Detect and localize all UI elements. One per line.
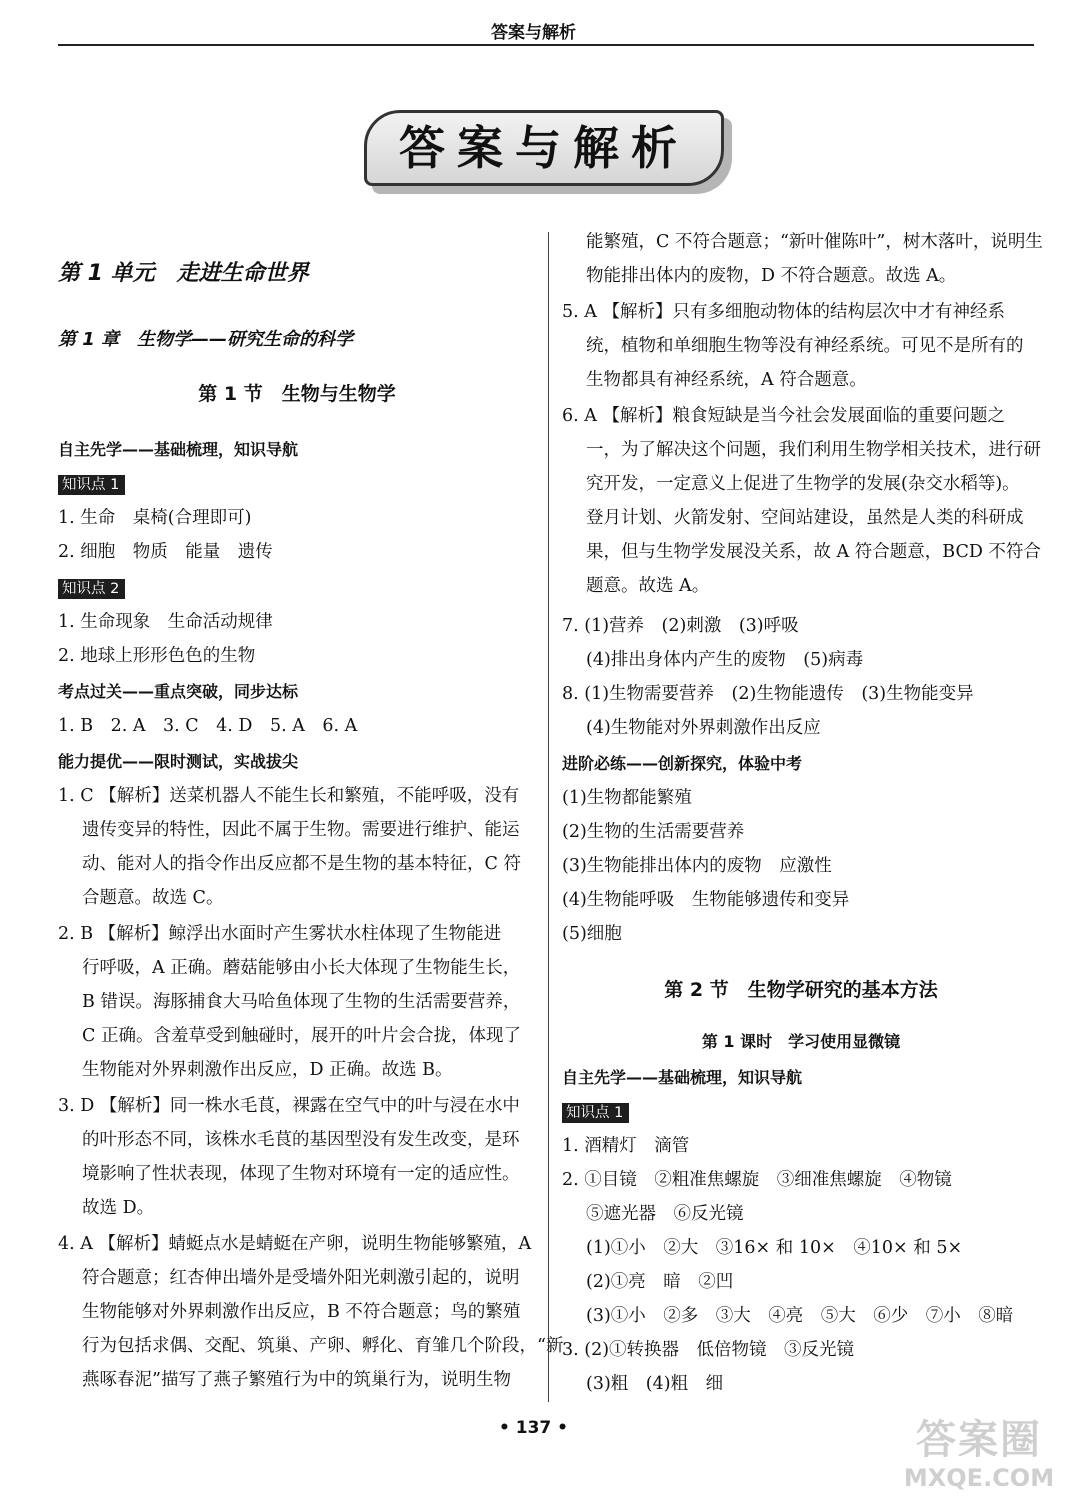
question-line: 2. B 【解析】鲸浮出水面时产生雾状水柱体现了生物能进 [58,924,502,944]
answer-line: 1. 酒精灯 滴管 [562,1136,690,1156]
question-line: 燕啄春泥”描写了燕子繁殖行为中的筑巢行为，说明生物 [82,1370,511,1390]
question-line: 8. (1)生物需要营养 (2)生物能遗传 (3)生物能变异 [562,684,974,704]
answer-line: 2. 细胞 物质 能量 遗传 [58,542,273,562]
section-title: 第 2 节 生物学研究的基本方法 [664,979,938,1001]
question-line: 果，但与生物学发展没关系，故 A 符合题意，BCD 不符合 [586,542,1041,562]
answer-line: (3)①小 ②多 ③大 ④亮 ⑤大 ⑥少 ⑦小 ⑧暗 [586,1306,1014,1326]
unit-title: 第 1 单元 走进生命世界 [58,261,309,286]
answer-line: (5)细胞 [562,924,622,944]
answer-line: (1)生物都能繁殖 [562,788,692,808]
watermark-logo [894,1416,1064,1496]
answer-line: (1)①小 ②大 ③16× 和 10× ④10× 和 5× [586,1238,963,1258]
question-line: 生物能对外界刺激作出反应，D 正确。故选 B。 [82,1060,453,1080]
column-divider [548,232,549,1402]
question-line: 登月计划、火箭发射、空间站建设，虽然是人类的科研成 [586,508,1024,528]
question-line: 行为包括求偶、交配、筑巢、产卵、孵化、育雏几个阶段，“新 [82,1336,564,1356]
answer-line: 1. 生命现象 生命活动规律 [58,612,273,632]
answer-line: 2. 地球上形形色色的生物 [58,646,256,666]
question-line: (4)生物能对外界刺激作出反应 [586,718,821,738]
title-banner [364,110,724,186]
question-line: 能繁殖，C 不符合题意；“新叶催陈叶”，树木落叶，说明生 [586,232,1043,252]
answer-line: ⑤遮光器 ⑥反光镜 [586,1204,744,1224]
question-line: 动、能对人的指令作出反应都不是生物的基本特征，C 符 [82,854,521,874]
kp-label: 知识点 1 [562,1103,629,1123]
answer-line: (2)①亮 暗 ②凹 [586,1272,734,1292]
page-number: • 137 • [498,1418,569,1438]
kp-label: 知识点 2 [58,579,125,599]
question-line: 一，为了解决这个问题，我们利用生物学相关技术，进行研 [586,440,1041,460]
answer-line: (3)生物能排出体内的废物 应激性 [562,856,832,876]
question-line: 题意。故选 A。 [586,576,710,596]
part-heading: 自主先学——基础梳理，知识导航 [562,1068,803,1087]
question-line: 5. A 【解析】只有多细胞动物体的结构层次中才有神经系 [562,302,1005,322]
answer-line: (2)生物的生活需要营养 [562,822,745,842]
answer-line: 1. B 2. A 3. C 4. D 5. A 6. A [58,716,358,736]
question-line: 生物都具有神经系统，A 符合题意。 [586,370,867,390]
knowledge-point-tag [562,1100,1040,1124]
part-heading: 能力提优——限时测试，实战拔尖 [58,752,299,771]
section-title: 第 1 节 生物与生物学 [198,383,396,405]
question-line: 境影响了性状表现，体现了生物对环境有一定的适应性。 [82,1164,520,1184]
question-line: 统，植物和单细胞生物等没有神经系统。可见不是所有的 [586,336,1024,356]
answer-line: 2. ①目镜 ②粗准焦螺旋 ③细准焦螺旋 ④物镜 [562,1170,952,1190]
knowledge-point-tag [58,576,536,600]
part-heading: 考点过关——重点突破，同步达标 [58,682,299,701]
answer-line: 3. (2)①转换器 低倍物镜 ③反光镜 [562,1340,855,1360]
question-line: 生物能够对外界刺激作出反应，B 不符合题意；鸟的繁殖 [82,1302,521,1322]
question-line: 符合题意；红杏伸出墙外是受墙外阳光刺激引起的，说明 [82,1268,520,1288]
question-line: 行呼吸，A 正确。蘑菇能够由小长大体现了生物能生长， [82,958,521,978]
question-line: 遗传变异的特性，因此不属于生物。需要进行维护、能运 [82,820,520,840]
question-line: 故选 D。 [82,1198,155,1218]
question-line: (4)排出身体内产生的废物 (5)病毒 [586,650,864,670]
question-line: 3. D 【解析】同一株水毛茛，裸露在空气中的叶与浸在水中 [58,1096,520,1116]
part-heading: 进阶必练——创新探究，体验中考 [562,754,803,773]
banner-title: 答案与解析 [399,121,689,175]
question-line: 6. A 【解析】粮食短缺是当今社会发展面临的重要问题之 [562,406,1005,426]
question-line: 物能排出体内的废物，D 不符合题意。故选 A。 [586,266,957,286]
question-line: 7. (1)营养 (2)刺激 (3)呼吸 [562,616,799,636]
watermark-text: 答案圈 [916,1417,1042,1463]
question-line: 的叶形态不同，该株水毛茛的基因型没有发生改变，是环 [82,1130,520,1150]
answer-line: (3)粗 (4)粗 细 [586,1374,724,1394]
chapter-title: 第 1 章 生物学——研究生命的科学 [58,329,354,350]
header-rule [58,44,1034,46]
kp-label: 知识点 1 [58,475,125,495]
answer-line: 1. 生命 桌椅(合理即可) [58,508,252,528]
question-line: 1. C 【解析】送菜机器人不能生长和繁殖，不能呼吸，没有 [58,786,520,806]
question-line: 4. A 【解析】蜻蜓点水是蜻蜓在产卵，说明生物能够繁殖，A [58,1234,532,1254]
question-line: 合题意。故选 C。 [82,888,224,908]
question-line: C 正确。含羞草受到触碰时，展开的叶片会合拢，体现了 [82,1026,521,1046]
knowledge-point-tag [58,472,536,496]
running-header: 答案与解析 [491,23,576,43]
part-heading: 自主先学——基础梳理，知识导航 [58,440,299,459]
answer-line: (4)生物能呼吸 生物能够遗传和变异 [562,890,850,910]
question-line: B 错误。海豚捕食大马哈鱼体现了生物的生活需要营养， [82,992,521,1012]
question-line: 究开发，一定意义上促进了生物学的发展(杂交水稻等)。 [586,474,1020,494]
watermark-domain: MXQE.COM [903,1464,1055,1492]
lesson-title: 第 1 课时 学习使用显微镜 [701,1032,901,1051]
